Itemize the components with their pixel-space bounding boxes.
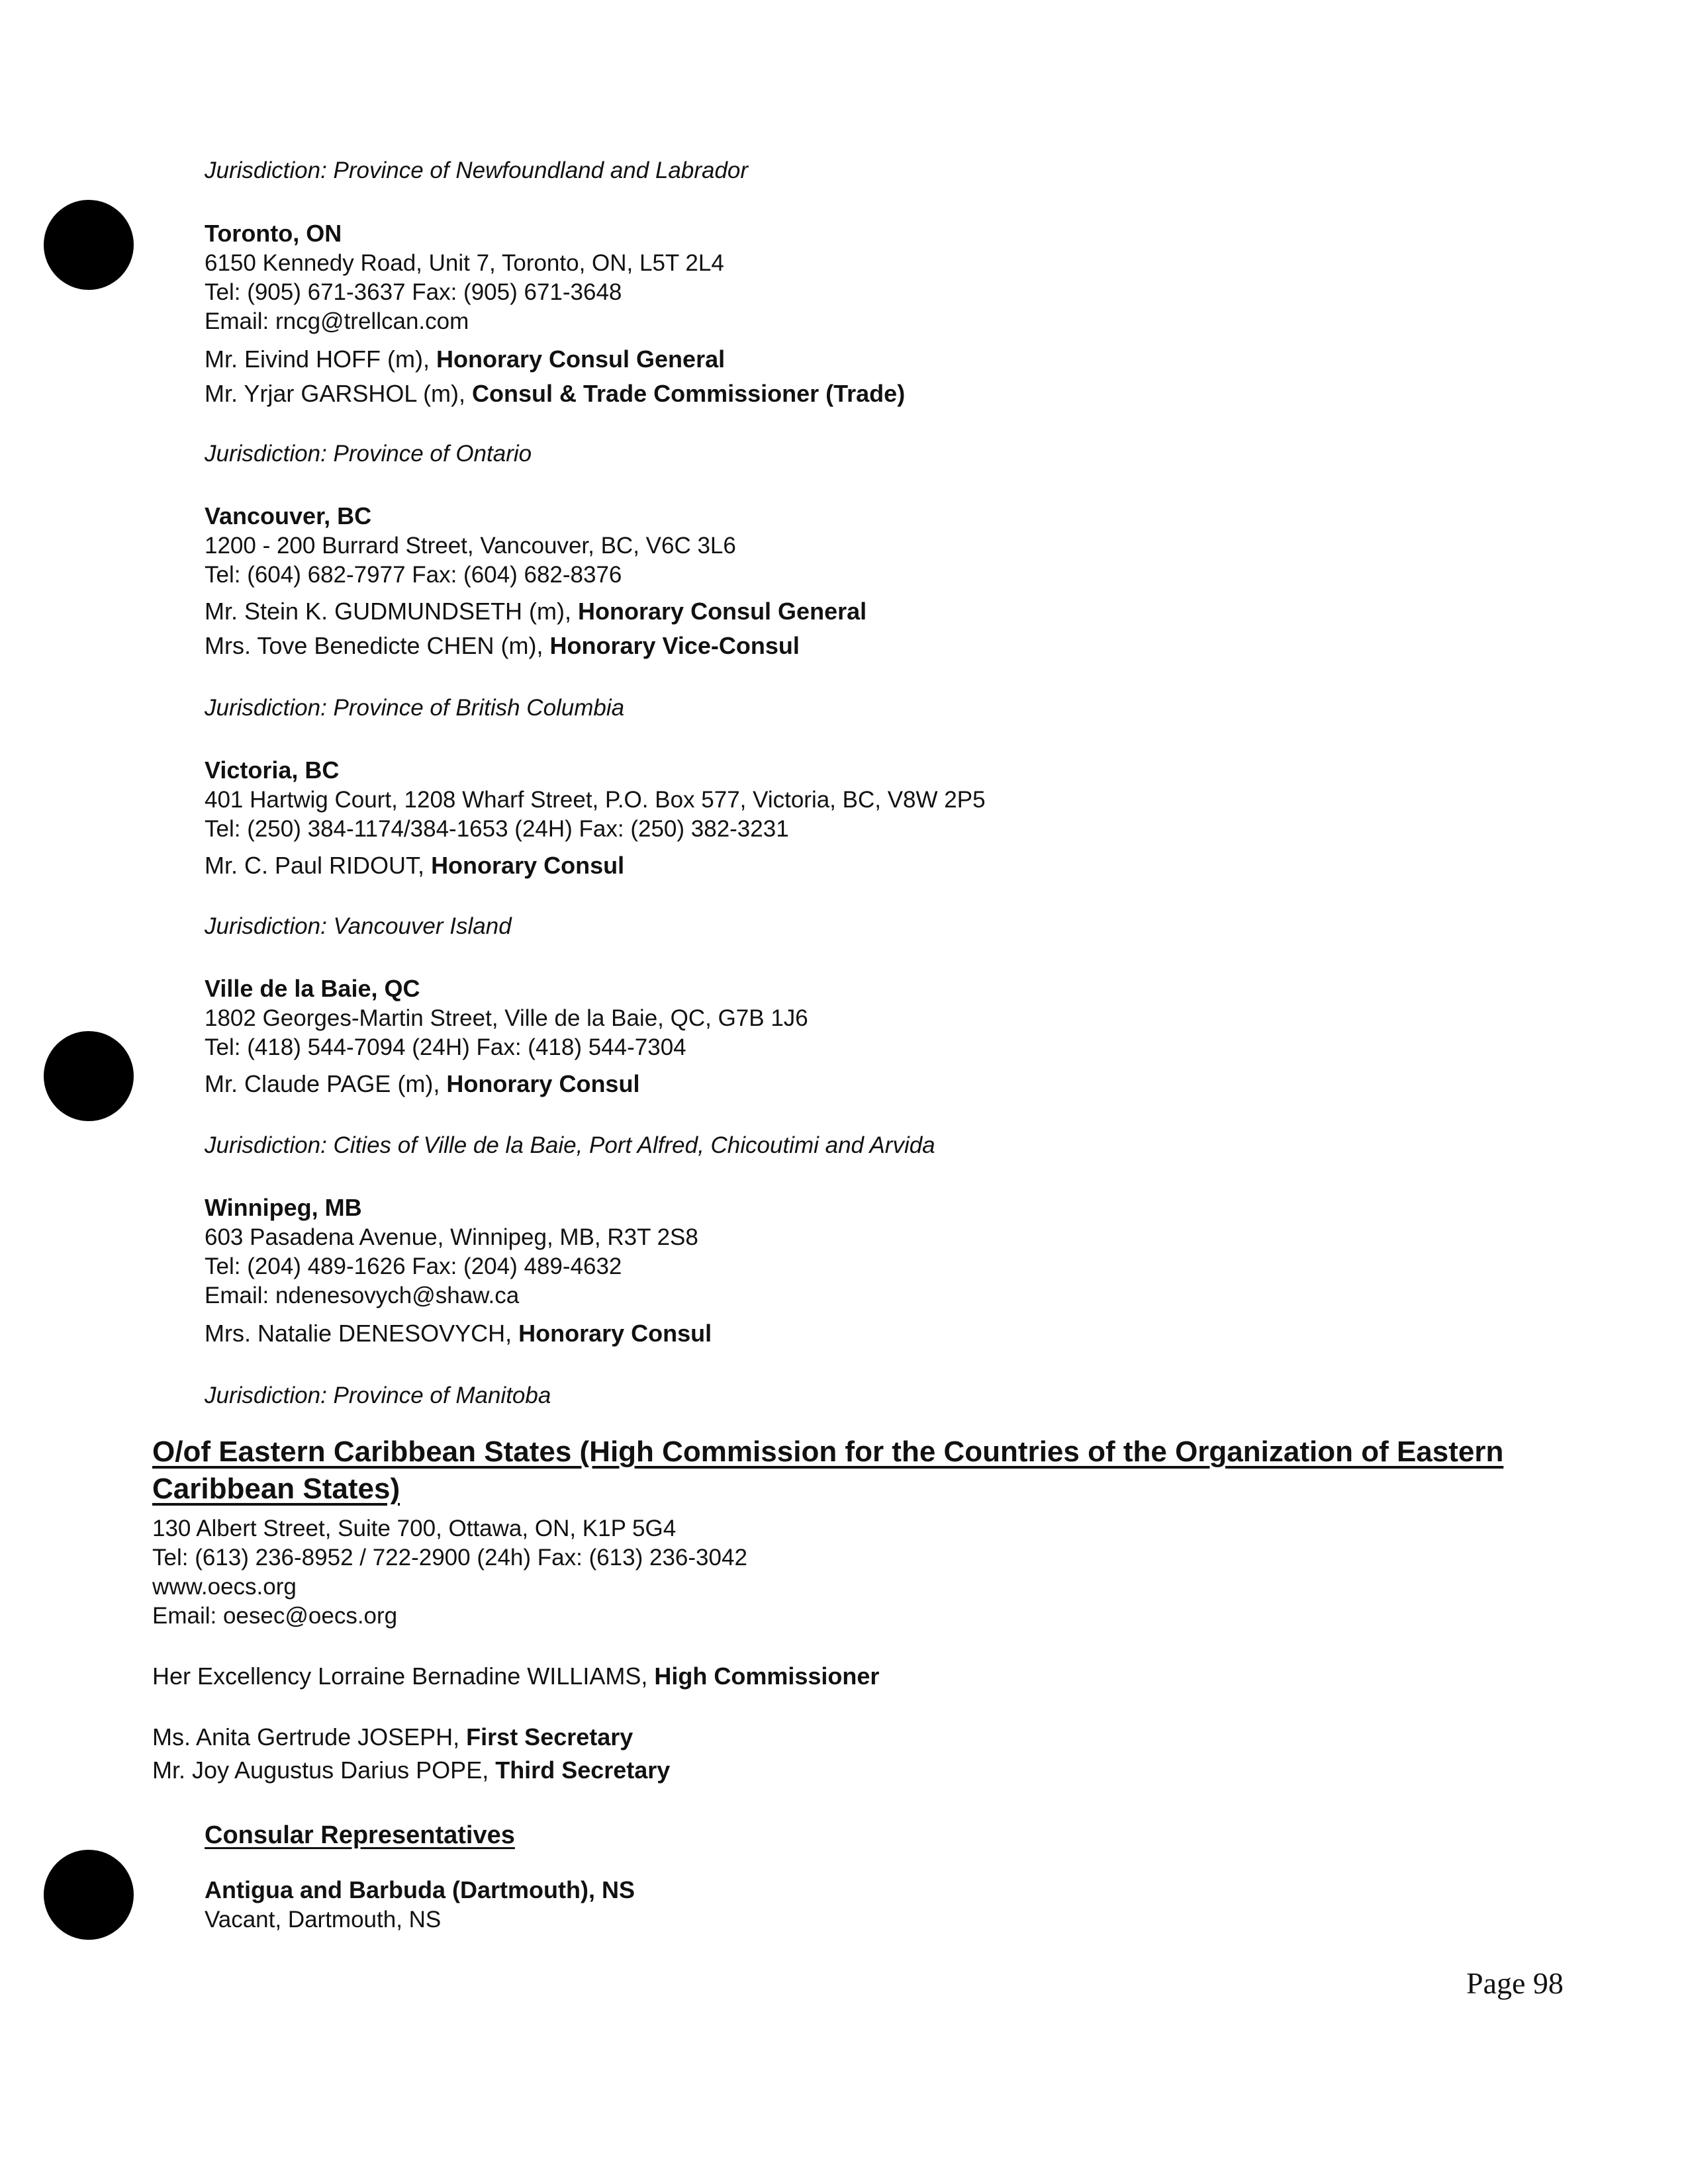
official-entry <box>205 379 1595 409</box>
official-name: Ms. Anita Gertrude JOSEPH, <box>152 1723 467 1751</box>
address-line: 1200 - 200 Burrard Street, Vancouver, BC, V6C 3L6 <box>205 533 736 559</box>
official-entry <box>152 1661 1609 1692</box>
location-heading: Antigua and Barbuda (Dartmouth), NS <box>205 1876 635 1903</box>
official-title: Honorary Consul <box>518 1320 712 1347</box>
official-entry <box>205 1318 1595 1349</box>
consulate-victoria <box>205 755 1595 881</box>
jurisdiction-line: Jurisdiction: Province of Manitoba <box>205 1383 551 1408</box>
official-name: Mr. Claude PAGE (m), <box>205 1070 447 1097</box>
jurisdiction-line: Jurisdiction: Province of Ontario <box>205 441 532 467</box>
phone-fax-line: Tel: (604) 682-7977 Fax: (604) 682-8376 <box>205 562 622 588</box>
oecs-section <box>152 1433 1609 1786</box>
phone-fax-line: Tel: (613) 236-8952 / 722-2900 (24h) Fax: (613) 236-3042 <box>152 1545 747 1570</box>
official-name: Mr. C. Paul RIDOUT, <box>205 852 432 879</box>
punch-hole-middle <box>44 1031 134 1121</box>
official-title: Consul & Trade Commissioner (Trade) <box>472 380 906 407</box>
official-title: Third Secretary <box>495 1756 671 1784</box>
section-heading: O/of Eastern Caribbean States (High Commission for the Countries of the Organization of Eastern Caribbean States) <box>152 1435 1504 1505</box>
official-title: First Secretary <box>466 1723 633 1751</box>
location-heading: Winnipeg, MB <box>205 1194 362 1221</box>
page-number: Page 98 <box>1466 1966 1564 2000</box>
punch-hole-top <box>44 200 134 290</box>
official-title: Honorary Consul <box>446 1070 640 1097</box>
email-line: Email: rncg@trellcan.com <box>205 308 469 334</box>
official-entry <box>152 1722 1609 1752</box>
official-entry <box>205 1069 1595 1099</box>
location-heading: Victoria, BC <box>205 756 340 784</box>
address-line: 1802 Georges-Martin Street, Ville de la Baie, QC, G7B 1J6 <box>205 1005 808 1031</box>
consulate-winnipeg <box>205 1193 1595 1349</box>
phone-fax-line: Tel: (250) 384-1174/384-1653 (24H) Fax: (250) 382-3231 <box>205 816 789 842</box>
official-name: Mr. Joy Augustus Darius POPE, <box>152 1756 496 1784</box>
official-title: Honorary Consul General <box>436 345 726 373</box>
official-title: Honorary Consul <box>431 852 625 879</box>
phone-fax-line: Tel: (418) 544-7094 (24H) Fax: (418) 544-7304 <box>205 1034 686 1060</box>
official-entry <box>205 631 1595 661</box>
address-line: 401 Hartwig Court, 1208 Wharf Street, P.O. Box 577, Victoria, BC, V8W 2P5 <box>205 787 986 813</box>
jurisdiction-line: Jurisdiction: Province of British Columbia <box>205 695 625 721</box>
official-title: Honorary Vice-Consul <box>549 632 800 659</box>
jurisdiction-line: Jurisdiction: Cities of Ville de la Baie, Port Alfred, Chicoutimi and Arvida <box>205 1132 935 1158</box>
location-heading: Vancouver, BC <box>205 502 372 529</box>
official-name: Mrs. Natalie DENESOVYCH, <box>205 1320 519 1347</box>
official-entry <box>152 1755 1609 1786</box>
official-title: Honorary Consul General <box>578 598 867 625</box>
official-entry <box>205 850 1595 881</box>
official-name: Mrs. Tove Benedicte CHEN (m), <box>205 632 550 659</box>
subsection-heading: Consular Representatives <box>205 1821 515 1849</box>
official-name: Mr. Yrjar GARSHOL (m), <box>205 380 473 407</box>
email-line: Email: oesec@oecs.org <box>152 1603 398 1629</box>
consulate-ville-de-la-baie <box>205 974 1595 1099</box>
email-line: Email: ndenesovych@shaw.ca <box>205 1283 520 1308</box>
address-line: 130 Albert Street, Suite 700, Ottawa, ON, K1P 5G4 <box>152 1516 677 1541</box>
location-heading: Toronto, ON <box>205 220 342 247</box>
address-line: 603 Pasadena Avenue, Winnipeg, MB, R3T 2S8 <box>205 1224 698 1250</box>
official-name: Her Excellency Lorraine Bernadine WILLIAMS, <box>152 1662 655 1690</box>
official-name: Mr. Eivind HOFF (m), <box>205 345 436 373</box>
jurisdiction-newfoundland: Jurisdiction: Province of Newfoundland and Labrador <box>205 158 749 183</box>
consulate-toronto <box>205 218 1595 409</box>
address-line: 6150 Kennedy Road, Unit 7, Toronto, ON, L5T 2L4 <box>205 250 724 276</box>
consular-representatives <box>205 1821 1595 1934</box>
official-entry <box>205 344 1595 375</box>
website-line: www.oecs.org <box>152 1574 297 1600</box>
jurisdiction-line: Jurisdiction: Vancouver Island <box>205 913 512 939</box>
location-heading: Ville de la Baie, QC <box>205 975 420 1002</box>
consulate-vancouver <box>205 501 1595 661</box>
official-title: High Commissioner <box>654 1662 880 1690</box>
address-line: Vacant, Dartmouth, NS <box>205 1907 442 1933</box>
phone-fax-line: Tel: (905) 671-3637 Fax: (905) 671-3648 <box>205 279 622 305</box>
official-entry <box>205 596 1595 627</box>
phone-fax-line: Tel: (204) 489-1626 Fax: (204) 489-4632 <box>205 1253 622 1279</box>
official-name: Mr. Stein K. GUDMUNDSETH (m), <box>205 598 579 625</box>
punch-hole-bottom <box>44 1850 134 1940</box>
